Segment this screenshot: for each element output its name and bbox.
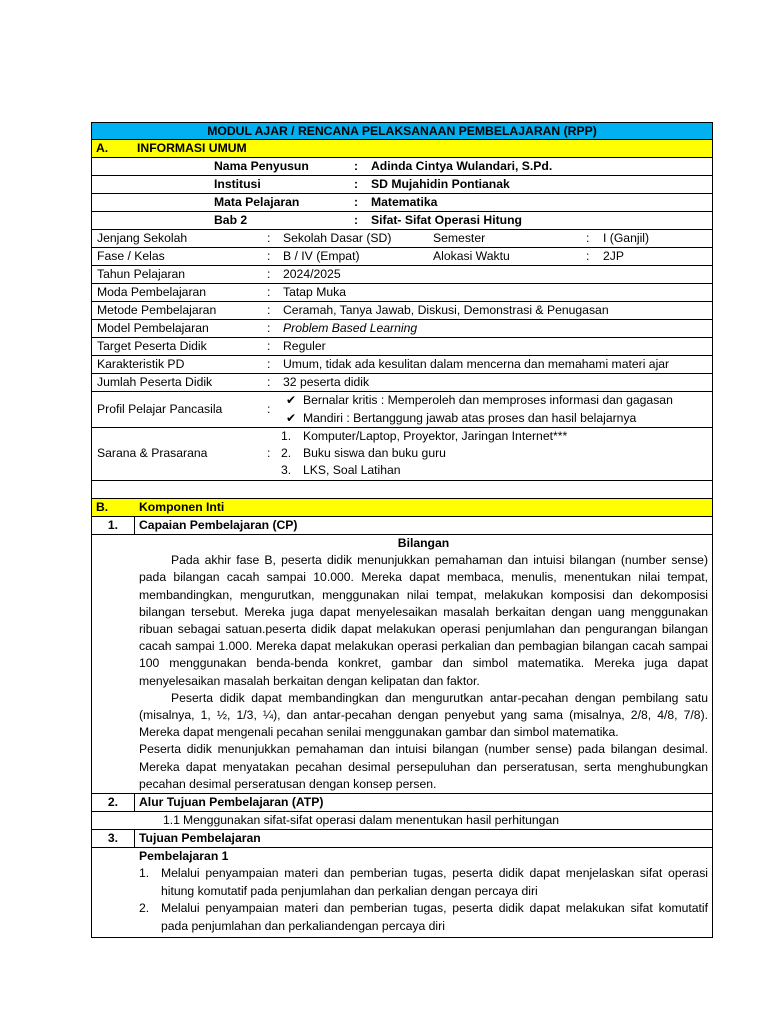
tp-sub-heading: Pembelajaran 1 [139, 849, 229, 864]
info-value: Umum, tidak ada kesulitan dalam mencerna dan memahami materi ajar [283, 357, 670, 371]
info-label: Institusi [214, 177, 261, 191]
cp-num: 1. [92, 517, 135, 535]
info-label: Metode Pembelajaran [97, 303, 217, 317]
info-row-sarana [92, 428, 713, 481]
info-sep: : [354, 159, 359, 173]
check-icon: ✔ [286, 393, 297, 407]
info-row-model [92, 320, 713, 338]
info-row-metode [92, 302, 713, 320]
info-sep: : [267, 321, 271, 335]
info-value: 32 peserta didik [283, 375, 370, 389]
cp-content [92, 535, 713, 794]
info-label: Tahun Pelajaran [97, 267, 186, 281]
document-title: MODUL AJAR / RENCANA PELAKSANAAN PEMBELAJARAN (RPP) [92, 123, 713, 140]
info-label: Nama Penyusun [214, 159, 309, 173]
tp-label: Tujuan Pembelajaran [135, 830, 713, 848]
info-sep: : [267, 303, 271, 317]
info-label: Model Pembelajaran [97, 321, 209, 335]
info-value: SD Mujahidin Pontianak [371, 177, 510, 191]
atp-item-num: 1.1 [163, 813, 180, 828]
info-sep: : [267, 249, 271, 263]
info-sep2: : [586, 231, 590, 245]
info-sep: : [267, 357, 271, 371]
info-sep: : [267, 402, 271, 416]
info-label: Sarana & Prasarana [97, 446, 208, 460]
info-value: Sekolah Dasar (SD) [283, 231, 392, 245]
info-row-bab [92, 212, 713, 230]
info-label: Bab 2 [214, 213, 248, 227]
list-num: 1. [139, 866, 150, 881]
cp-paragraph: Pada akhir fase B, peserta didik menunjukkan pemahaman dan intuisi bilangan (number sense) pada bilangan cacah sampai 10.000. Mereka dapat membaca, menulis, menentukan nilai tempat, membandingkan, mengurutkan, menggunakan nilai tempat, melakukan komposisi dan dekomposisi bilangan tersebut. Mereka juga dapat menyelesaikan masalah berkaitan dengan uang menggunakan ribuan sebagai satuan.peserta didik dapat melakukan operasi penjumlahan dan pengurangan bilangan cacah sampai 1.000. Mereka dapat melakukan operasi perkalian dan pembagian bilangan cacah sampai 100 menggunakan benda-benda konkret, gambar dan simbol matematika. Mereka juga dapat menyelesaikan masalah berkaitan dengan kelipatan dan faktor. [139, 553, 709, 688]
info-row-institusi [92, 176, 713, 194]
info-row-fase [92, 248, 713, 266]
tp-content [92, 848, 713, 938]
info-value: Ceramah, Tanya Jawab, Diskusi, Demonstrasi & Penugasan [283, 303, 609, 317]
info-row-jenjang [92, 230, 713, 248]
info-value2: I (Ganjil) [603, 231, 650, 245]
info-label: Target Peserta Didik [97, 339, 207, 353]
info-sep: : [354, 195, 359, 209]
info-row-profil [92, 392, 713, 428]
info-row-karakteristik [92, 356, 713, 374]
info-value: Tatap Muka [283, 285, 347, 299]
info-sep: : [267, 267, 271, 281]
section-a-label: INFORMASI UMUM [137, 141, 247, 155]
info-sep: : [354, 177, 359, 191]
info-row-moda [92, 284, 713, 302]
tp-item-text: Melalui penyampaian materi dan pemberian tugas, peserta didik dapat menjelaskan sifat operasi hitung komutatif pada penjumlahan dan perkalian dengan percaya diri [161, 866, 709, 898]
info-row-mapel [92, 194, 713, 212]
info-sep: : [267, 231, 271, 245]
info-value: Sifat- Sifat Operasi Hitung [371, 213, 523, 227]
info-sep: : [267, 339, 271, 353]
sarana-item: LKS, Soal Latihan [303, 463, 401, 477]
section-a-header [92, 140, 713, 158]
list-num: 3. [281, 463, 292, 477]
rpp-table [91, 122, 713, 938]
info-label: Karakteristik PD [97, 357, 185, 371]
info-value2: 2JP [603, 249, 625, 263]
info-label2: Semester [433, 231, 486, 245]
cp-paragraph: Peserta didik dapat membandingkan dan mengurutkan antar-pecahan dengan pembilang satu (misalnya, 1, ½, 1/3, ¼), dan antar-pecahan dengan penyebut yang sama (misalnya, 2/8, 4/8, 7/8). Mereka dapat mengenali pecahan senilai menggunakan gambar dan simbol matematika. [139, 690, 709, 740]
profil-item: Bernalar kritis : Memperoleh dan memproses informasi dan gagasan [303, 393, 673, 407]
info-sep: : [267, 285, 271, 299]
info-row-penyusun [92, 158, 713, 176]
spacer-row [92, 481, 713, 499]
sarana-item: Komputer/Laptop, Proyektor, Jaringan Internet*** [303, 429, 568, 443]
section-a-letter: A. [96, 141, 109, 155]
cp-label: Capaian Pembelajaran (CP) [135, 517, 713, 535]
info-row-target [92, 338, 713, 356]
tp-item [139, 865, 708, 900]
tp-item-text: Melalui penyampaian materi dan pemberian tugas, peserta didik dapat melakukan sifat komutatif pada penjumlahan dan perkaliandengan percaya diri [161, 901, 709, 933]
info-sep2: : [586, 249, 590, 263]
info-value: B / IV (Empat) [283, 249, 360, 263]
info-sep: : [354, 213, 359, 227]
atp-num: 2. [92, 794, 135, 812]
cp-paragraph: Peserta didik menunjukkan pemahaman dan intuisi bilangan (number sense) pada bilangan desimal. Mereka dapat menyatakan pecahan desimal persepuluhan dan perseratusan, serta menghubungkan pecahan desimal perseratusan dengan konsep persen. [139, 742, 709, 791]
tp-num: 3. [92, 830, 135, 848]
info-label: Moda Pembelajaran [97, 285, 207, 299]
section-b-letter: B. [96, 500, 109, 514]
info-label2: Alokasi Waktu [433, 249, 510, 263]
info-value: Problem Based Learning [283, 321, 418, 335]
info-row-tahun [92, 266, 713, 284]
cp-heading: Bilangan [397, 536, 450, 550]
list-num: 2. [139, 901, 150, 916]
list-num: 2. [281, 446, 292, 460]
info-value: Matematika [371, 195, 438, 209]
info-value: Adinda Cintya Wulandari, S.Pd. [371, 159, 553, 173]
info-label: Mata Pelajaran [214, 195, 300, 209]
sarana-item: Buku siswa dan buku guru [303, 446, 446, 460]
atp-item-text: Menggunakan sifat-sifat operasi dalam menentukan hasil perhitungan [183, 813, 560, 828]
info-value: Reguler [283, 339, 326, 353]
check-icon: ✔ [286, 411, 297, 425]
info-sep: : [267, 446, 271, 460]
atp-item-row [92, 812, 713, 830]
section-b-label: Komponen Inti [139, 500, 225, 514]
info-sep: : [267, 375, 271, 389]
list-num: 1. [281, 429, 292, 443]
profil-item: Mandiri : Bertanggung jawab atas proses dan hasil belajarnya [303, 411, 637, 425]
info-row-jumlah [92, 374, 713, 392]
info-label: Jumlah Peserta Didik [97, 375, 213, 389]
section-b-header [92, 499, 713, 517]
info-value: 2024/2025 [283, 267, 341, 281]
atp-label: Alur Tujuan Pembelajaran (ATP) [135, 794, 713, 812]
info-label: Jenjang Sekolah [97, 231, 188, 245]
info-label: Profil Pelajar Pancasila [97, 402, 223, 416]
info-label: Fase / Kelas [97, 249, 165, 263]
tp-item [139, 900, 708, 935]
